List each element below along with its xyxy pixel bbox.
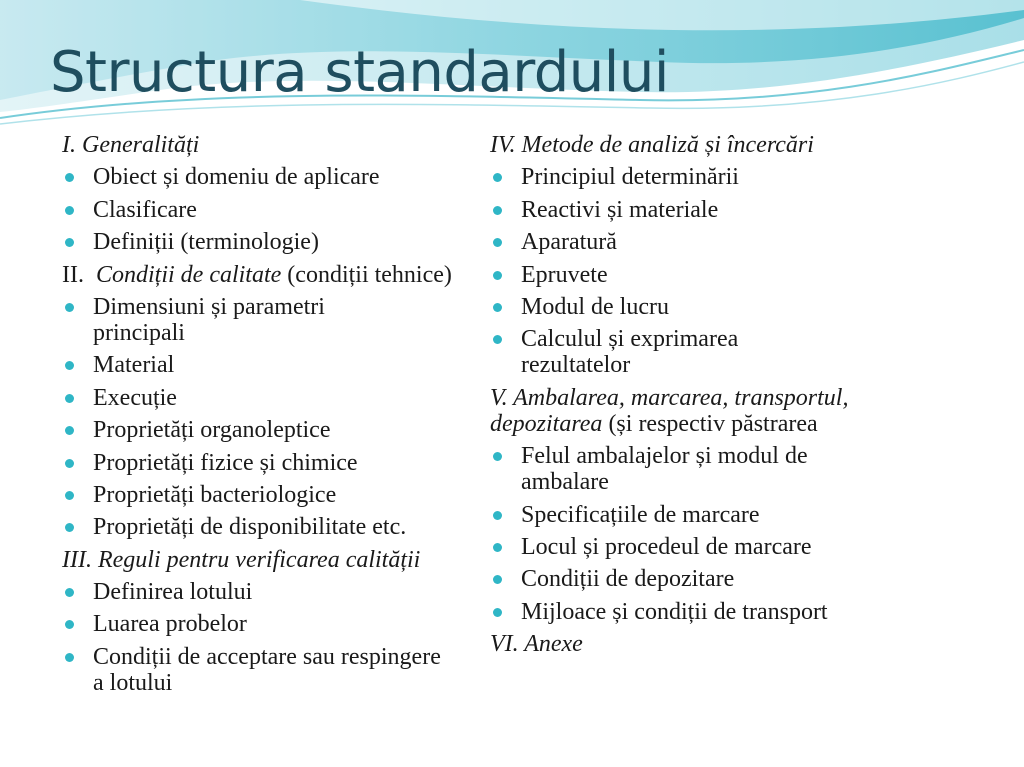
list-item: Modul de lucru <box>490 294 920 320</box>
list-item: Aparatură <box>490 229 920 255</box>
bullet-icon <box>65 491 74 500</box>
bullet-icon <box>493 543 502 552</box>
bullet-icon <box>65 653 74 662</box>
section-heading-metode-analiza: IV. Metode de analiză și încercări <box>490 132 814 158</box>
list-item: Felul ambalajelor și modul de ambalare <box>490 443 901 495</box>
bullet-icon <box>65 588 74 597</box>
list-item: Calculul și exprimarea rezultatelor <box>490 326 841 378</box>
list-item: Dimensiuni și parametri principali <box>62 294 393 346</box>
list-item: Obiect și domeniu de aplicare <box>62 164 482 190</box>
list-item: Definiții (terminologie) <box>62 229 482 255</box>
bullet-icon <box>65 426 74 435</box>
list-item: Reactivi și materiale <box>490 197 920 223</box>
bullet-icon <box>65 361 74 370</box>
section-heading-generalitati: I. Generalități <box>62 132 200 158</box>
list-item: Proprietăți fizice și chimice <box>62 450 482 476</box>
bullet-icon <box>493 238 502 247</box>
section-heading-reguli-verificare: III. Reguli pentru verificarea calității <box>62 546 421 573</box>
list-item: Locul și procedeul de marcare <box>490 534 920 560</box>
bullet-icon <box>493 511 502 520</box>
bullet-icon <box>493 335 502 344</box>
bullet-icon <box>493 303 502 312</box>
bullet-icon <box>65 173 74 182</box>
list-item: Specificațiile de marcare <box>490 502 920 528</box>
bullet-icon <box>493 206 502 215</box>
list-item: Condiții de depozitare <box>490 566 920 592</box>
list-item: Luarea probelor <box>62 611 482 637</box>
bullet-icon <box>493 608 502 617</box>
bullet-icon <box>493 271 502 280</box>
section-heading-anexe: VI. Anexe <box>490 631 583 658</box>
bullet-icon <box>493 452 502 461</box>
section-heading-ambalare: V. Ambalarea, marcarea, transportul, depozitarea (și respectiv păstrarea <box>490 384 849 437</box>
list-item: Proprietăți de disponibilitate etc. <box>62 514 482 540</box>
list-item: Condiții de acceptare sau respingere a lotului <box>62 644 453 696</box>
list-item: Execuție <box>62 385 482 411</box>
list-item: Proprietăți organoleptice <box>62 417 482 443</box>
bullet-icon <box>65 523 74 532</box>
list-item: Material <box>62 352 482 378</box>
list-item: Mijloace și condiții de transport <box>490 599 920 625</box>
bullet-icon <box>65 459 74 468</box>
list-item: Principiul determinării <box>490 164 920 190</box>
bullet-icon <box>65 394 74 403</box>
section-heading-conditii-calitate: II. Condiții de calitate (condiții tehnice) <box>62 261 452 288</box>
list-item: Proprietăți bacteriologice <box>62 482 482 508</box>
list-item: Clasificare <box>62 197 482 223</box>
left-column <box>62 132 482 702</box>
bullet-icon <box>65 238 74 247</box>
bullet-icon <box>65 620 74 629</box>
bullet-icon <box>493 575 502 584</box>
list-item: Definirea lotului <box>62 579 482 605</box>
right-column <box>490 132 920 663</box>
slide-title: Structura standardului <box>50 40 669 105</box>
list-item: Epruvete <box>490 262 920 288</box>
bullet-icon <box>65 303 74 312</box>
bullet-icon <box>493 173 502 182</box>
bullet-icon <box>65 206 74 215</box>
